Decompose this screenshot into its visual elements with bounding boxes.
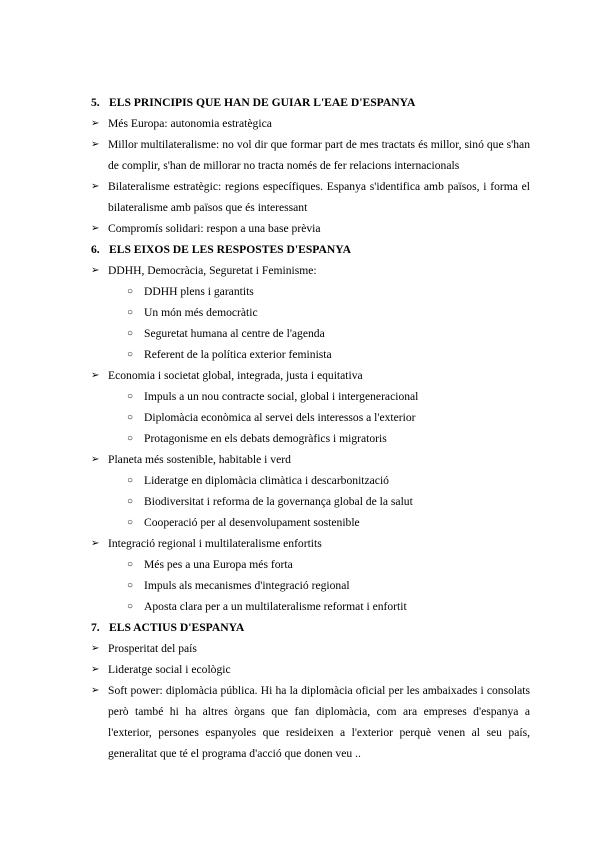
circle-bullet-icon: ○ (127, 475, 134, 486)
list-item-text: Integració regional i multilateralisme enfortits (108, 537, 322, 550)
arrow-bullet-icon: ➢ (91, 454, 100, 465)
arrow-bullet-icon: ➢ (91, 139, 100, 150)
list-item (91, 113, 530, 134)
arrow-bullet-icon: ➢ (91, 538, 100, 549)
section-heading (91, 239, 530, 260)
circle-bullet-icon: ○ (127, 496, 134, 507)
sub-list-item-text: Aposta clara per a un multilateralisme reformat i enfortit (144, 600, 407, 613)
sub-list-item (91, 344, 530, 365)
list-item (91, 218, 530, 239)
list-item (91, 533, 530, 554)
list-item (91, 365, 530, 386)
circle-bullet-icon: ○ (127, 517, 134, 528)
section-number: 6. (91, 243, 100, 256)
arrow-bullet-icon: ➢ (91, 118, 100, 129)
arrow-bullet-icon: ➢ (91, 370, 100, 381)
arrow-bullet-icon: ➢ (91, 643, 100, 654)
sub-list-item (91, 512, 530, 533)
sub-list-item (91, 575, 530, 596)
section-title: ELS ACTIUS D'ESPANYA (109, 621, 245, 634)
circle-bullet-icon: ○ (127, 559, 134, 570)
arrow-bullet-icon: ➢ (91, 685, 100, 696)
sub-list-item-text: Impuls a un nou contracte social, global i intergeneracional (144, 390, 419, 403)
section-heading (91, 617, 530, 638)
list-item (91, 659, 530, 680)
section-number: 5. (91, 96, 100, 109)
list-item (91, 176, 530, 218)
circle-bullet-icon: ○ (127, 307, 134, 318)
list-item-text: Compromís solidari: respon a una base prèvia (108, 222, 321, 235)
section-title: ELS PRINCIPIS QUE HAN DE GUIAR L'EAE D'ESPANYA (109, 96, 416, 109)
sub-list-item (91, 470, 530, 491)
arrow-bullet-icon: ➢ (91, 265, 100, 276)
list-item-text: DDHH, Democràcia, Seguretat i Feminisme: (108, 264, 317, 277)
section-title: ELS EIXOS DE LES RESPOSTES D'ESPANYA (109, 243, 351, 256)
sub-list-item-text: Un món més democràtic (144, 306, 258, 319)
list-item (91, 638, 530, 659)
sub-list-item (91, 554, 530, 575)
arrow-bullet-icon: ➢ (91, 664, 100, 675)
circle-bullet-icon: ○ (127, 580, 134, 591)
sub-list-item (91, 407, 530, 428)
list-item (91, 680, 530, 764)
list-item-text: Millor multilateralisme: no vol dir que formar part de mes tractats és millor, sinó que s'han de complir, s'han de millorar no tracta només de fer relacions internacionals (108, 138, 530, 172)
sub-list-item-text: Lideratge en diplomàcia climàtica i descarbonització (144, 474, 389, 487)
sub-list-item-text: Referent de la política exterior feminista (144, 348, 332, 361)
list-item (91, 449, 530, 470)
sub-list-item (91, 323, 530, 344)
section-number: 7. (91, 621, 100, 634)
circle-bullet-icon: ○ (127, 328, 134, 339)
circle-bullet-icon: ○ (127, 601, 134, 612)
sub-list-item (91, 428, 530, 449)
list-item-text: Lideratge social i ecològic (108, 663, 231, 676)
sub-list-item (91, 281, 530, 302)
circle-bullet-icon: ○ (127, 349, 134, 360)
section-heading (91, 92, 530, 113)
sub-list-item (91, 491, 530, 512)
list-item-text: Economia i societat global, integrada, justa i equitativa (108, 369, 363, 382)
sub-list-item-text: Cooperació per al desenvolupament sostenible (144, 516, 360, 529)
circle-bullet-icon: ○ (127, 391, 134, 402)
arrow-bullet-icon: ➢ (91, 181, 100, 192)
list-item (91, 260, 530, 281)
list-item-text: Soft power: diplomàcia pública. Hi ha la diplomàcia oficial per les ambaixades i consolats però també hi ha altres òrgans que fan diplomàcia, com ara empreses d'espanya a l'exterior, persones espanyoles que resideixen a l'exterior perquè venen al seu país, generalitat que té el programa d'acció que donen veu .. (108, 684, 530, 760)
list-item-text: Planeta més sostenible, habitable i verd (108, 453, 291, 466)
sub-list-item-text: Seguretat humana al centre de l'agenda (144, 327, 325, 340)
sub-list-item (91, 386, 530, 407)
list-item (91, 134, 530, 176)
sub-list-item (91, 302, 530, 323)
list-item-text: Més Europa: autonomia estratègica (108, 117, 272, 130)
sub-list-item-text: Biodiversitat i reforma de la governança global de la salut (144, 495, 413, 508)
sub-list-item-text: Més pes a una Europa més forta (144, 558, 293, 571)
sub-list-item-text: Protagonisme en els debats demogràfics i migratoris (144, 432, 387, 445)
sub-list-item (91, 596, 530, 617)
circle-bullet-icon: ○ (127, 286, 134, 297)
sub-list-item-text: Diplomàcia econòmica al servei dels interessos a l'exterior (144, 411, 416, 424)
list-item-text: Prosperitat del país (108, 642, 197, 655)
sub-list-item-text: DDHH plens i garantits (144, 285, 254, 298)
sub-list-item-text: Impuls als mecanismes d'integració regional (144, 579, 350, 592)
circle-bullet-icon: ○ (127, 433, 134, 444)
list-item-text: Bilateralisme estratègic: regions específiques. Espanya s'identifica amb països, i forma el bilateralisme amb països que és interessant (108, 180, 530, 214)
arrow-bullet-icon: ➢ (91, 223, 100, 234)
circle-bullet-icon: ○ (127, 412, 134, 423)
